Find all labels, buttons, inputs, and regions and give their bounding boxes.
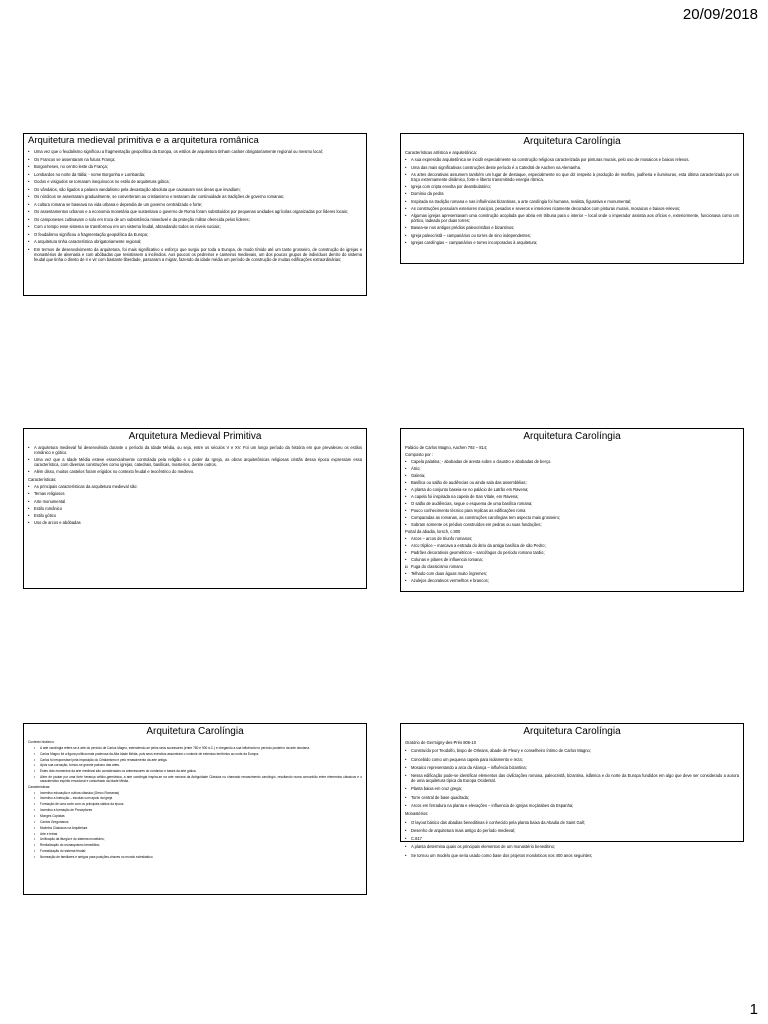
list-item: • O feudalismo significou a fragmentação geopolítica da Europa; [28,233,362,238]
list-item: • Uso de arcos e abóbadas [28,521,362,526]
list-item: • Concebido como um pequena capela para isolamento e reza; [405,758,739,763]
list-intro: Características artística e arquitetônica: [405,150,477,155]
list-item: • Torre central de base quadrada; [405,796,739,801]
list-item: • As construções possuíam exteriores maciços, pesados e severos e interiores ricamente decorados com pinturas murais, mosaicos e baixos-relevos; [405,207,739,212]
list-item: • Borgonheses, no centro leste da França; [28,165,362,170]
list-item: • Se tornou um modelo que seria usado como base dos projetos monásticos nos 400 anos seguintes; [405,854,739,859]
slide-carolingia-oratorio [400,723,744,858]
list-item: • Telhado com duas águas muito íngremes; [405,572,739,577]
list-item: • Igreja paleocristã – campanários ou torres de sino independentes; [405,234,739,239]
list-item: • Os nórdicos se assentaram gradualmente, se converteram ao cristianismo e tentaram dar continuidade as tradições de governo romanas; [28,195,362,200]
list-item: • Os assentamentos urbanos e a economia monetária que sustentava o governo de Roma foram substituídos por pequenas unidades agrícolas organizadas por líderes locais; [28,210,362,215]
slide-carolingia-contexto [23,723,367,895]
list-item: • A arquitetura medieval foi desenvolvida durante o período da Idade Média, ou seja, entre os séculos V e XV. Foi um longo período da história em que prevaleceu os estilos românico e gótico. [28,446,362,456]
list-item: • Monges Copistas [28,815,362,819]
slide-title: Arquitetura Carolíngia [523,726,621,737]
list-intro: Palácio de Carlos Magno, Aachen 792 – 814; [405,445,488,450]
slide-carolingia-palacio [400,428,744,592]
list-subhead: Monastérios: [405,811,429,817]
list-item: • Azulejos decorativos vermelhos e brancos; [405,579,739,584]
list-item: • Nessa edificação pode-se identificar elementos das civilizações romana, paleocristã, bizantina, islâmica e do norte da Europa fundidos em algo que deve ser considerado a aurora de uma arquitetura típica da Europa Ocidental. [405,774,739,784]
slide-title: Arquitetura Carolíngia [523,431,621,442]
list-item: • Após sua coroação, tornou-se grande patrono das artes. [28,764,362,768]
list-item: • Construído por Teodolfo, bispo de Orleans, abade de Fleury e conselheiro íntimo de Carlos Magno; [405,749,739,754]
list-item: • Em termos de desenvolvimento da arquitetura, foi mais significativo o esforço que surgiu por toda a Europa, de modo tímido até um tanto grosseiro, de construção de igrejas e monastérios de alvenaria e com abóbadas que resistissem a incêndios. Aos poucos os pedreiros e canteiros medievais, um dos poucos grupos de indivíduos dentro do sistema feudal que tinha o direito de ir e vir com bastante liberdade, passaram a migrar, fazendo da idade média um período de construção de muitas edificações extraordinárias; [28,248,362,263]
list-intro: Composto por : [405,452,433,457]
bullet-list [405,446,739,584]
bullet-list [405,151,739,246]
list-item: • Basílica ou salão de audiências ou ainda sala das assembléias; [405,481,739,486]
list-item: • Uma das mais significativas construções deste período é a Catedral de Aachen na Alemanha. [405,166,739,171]
list-item: • Incentivo educação e cultura clássica (Greco-Romanas) [28,792,362,796]
list-item: • Capela palatina; - abobadas de aresta sobre o claustro e abobadas de berço. [405,460,739,465]
slide-medieval-primitiva [23,428,367,589]
list-item: • As artes decorativas assumem também um lugar de destaque, especialmente no que diz respeito à produção de marfins, joalheria e iluminuras, esta última caracterizada por um traço extremamente dinâmico, forte e liberto transmitindo energia rítmica. [405,173,739,183]
list-item: • Domínio da pedra [405,192,739,197]
list-item: • Colunas e pilares de influencia romana; [405,558,739,563]
list-item: • Galeria; [405,474,739,479]
list-item: • Sobram somente os prédios construídos em pedras ou suas fundações; [405,523,739,528]
list-item: • Mosaico representando a arca da Aliança – influência bizantina; [405,766,739,771]
list-item: • Arcos – arcos de triunfo romanos; [405,537,739,542]
list-item: • Uma vez que a Idade Média esteve essencialmente controlada pela religião e o poder da Igreja, as obras arquitetônicas religiosas cristãs dessa época expressam essa característica, com diversas construções como igrejas, catedrais, basílicas, mosteiros, dentre outros. [28,458,362,468]
list-intro: Contexto histórico: [28,740,55,744]
print-date: 20/09/2018 [682,6,758,23]
list-item: • Incentivo a formação de Preceptores [28,809,362,813]
list-item: • A planta do conjunto baseia-se no palácio de Latrão em Ravena; [405,488,739,493]
list-item: • Inspirada na tradição romana e nas influências bizantinas, a arte carolíngia foi humana, realista, figurativa e monumental; [405,200,739,205]
list-item: • Os Francos se assentaram na futura França; [28,158,362,163]
list-item: • Lombardos no norte da Itália; - nome Borgonha e Lombardia; [28,173,362,178]
list-item: • Átrio; [405,467,739,472]
list-item: • Arte monumental [28,500,362,505]
list-subhead: Características: [28,784,51,789]
list-item: • Estilo românico [28,507,362,512]
list-item: • O salão de audiências, segue o esquema de uma basílica romana; [405,502,739,507]
slide-title: Arquitetura medieval primitiva e a arquitetura românica [28,135,259,146]
list-item: • A planta determina quais os principais elementos de um monastério beneditino; [405,845,739,850]
list-item: • Arco tríplice – marcava a entrada do átrio da antiga basílica de são Pedro; [405,544,739,549]
list-item: • Carlos foi responsável pela imposição do Cristianismo e pelo renascimento da arte antiga. [28,759,362,763]
list-item: • Godos e visigodos se tornaram inequívocos no estilo de arquitetura gótica; [28,180,362,185]
list-item: • Uma vez que o feudalismo significou a fragmentação geopolítica da Europa, os estilos de arquitetura tinham caráter obrigatoriamente regional ou mesmo local; [28,150,362,155]
list-item: • O layout básico das abadias beneditinas é conhecido pela planta baixa da Abadia de Saint Gall; [405,821,739,826]
list-item: • Os camponeses cultivavam o solo em troca de um subsistência miserável e da proteção militar oferecida pelos líderes; [28,218,362,223]
list-item: • Algumas igrejas apresentavam uma construção acoplada que abria em tribuna para o interior – local onde o imperador assistia aos ofícios e, exteriormente, funcionava como um pórtico, ladeado por duas torres; [405,214,739,224]
slide-medieval-primitiva-romanica [23,133,367,296]
slide-title: Arquitetura Medieval Primitiva [128,431,262,442]
list-item: • Além de pautar por uma forte herança céltico-germânica, a arte carolíngia inspira-se na arte romana da Antiguidade Clássica no chamado renascimento carolíngio, resultando numa comunhão entre elementos clássicos e o característico espírito emocional e conturbado da Idade Média. [28,776,362,784]
list-item: • A sua expressão arquitetônica se incidir especialmente na construção religiosa caracterizada por pinturas murais, pelo uso de mosaicos e baixos relevos. [405,158,739,163]
list-item: • As principais características da arquitetura medieval são: [28,485,362,490]
list-item: • Igreja com cripta envolta por deambulatório; [405,185,739,190]
list-item: • Padrões decorativos geométricos – sarcófagos do período romano tardio; [405,551,739,556]
list-item: • Comparadas as romanas, as construções carolíngias tem aspecto mais grosseiro; [405,516,739,521]
list-item: • A arte carolíngia refere-se à arte do período de Carlos Magno, estendendo-se pelos seus sucessores (entre 780 e 900 d.C.) e chegando a sua influência no período posterior da arte otoniana. [28,747,362,751]
list-item: • Igrejas carolíngias – campanários e torres incorporados à arquitetura; [405,241,739,246]
slide-title: Arquitetura Carolíngia [523,136,621,147]
list-item: • Arte e letras [28,833,362,837]
list-item: • Formação de uma corte com os principais sábios da época [28,803,362,807]
list-item: • Temas religiosos [28,492,362,497]
bullet-list [28,150,362,262]
bullet-list [28,741,362,860]
list-item: • C.817 [405,837,739,842]
list-item: • A cultura romana se baseava na vida urbana e dependia de um governo centralizado e forte; [28,203,362,208]
list-item: • Unificação da liturgia e do sistema monetário; [28,838,362,842]
slide-title: Arquitetura Carolíngia [146,726,244,737]
list-item: • Desenho de arquitetura mais antigo do período medieval; [405,829,739,834]
list-intro: Oratório de Germigny-des-Prés 806-10 [405,740,476,745]
list-item: • Planta baixa em cruz grega; [405,787,739,792]
list-item: • A arquitetura tinha característica obrigatoriamente regional; [28,240,362,245]
list-item: • Modelos Clássicos na Arquitetura [28,827,362,831]
bullet-list [28,446,362,526]
list-subhead: Portal da abadia, lorsch, c.800 [405,529,461,534]
list-item: • Os vândalos, são ligados a palavra vandalismo pela devastação absoluta que causavam nas áreas que invadiam; [28,188,362,193]
list-subhead: Características: [28,476,57,482]
list-item: • Incentivo a instrução – escolas com apoio da igreja [28,797,362,801]
list-item: • Pouco conhecimento técnico para replicas as edificações roma [405,509,739,514]
list-item: • Formalização do sistema feudal; [28,850,362,854]
list-item: ◘ Fuga do classicismo romano [405,565,739,570]
bullet-list [405,741,739,859]
list-item: • Basea-se nos antigos prédios paleocristãos e bizantinos; [405,226,739,231]
slide-carolingia-caracteristicas [400,133,744,264]
list-item: • Estes dois momentos da arte medieval são considerados os antecessores do românico e bases da arte gótica. [28,770,362,774]
list-item: • Com o tempo esse sistema se transformou em um sistema feudal, abrandando todos os níveis sociais; [28,225,362,230]
list-item: • Revitalização do monarquismo beneditino; [28,844,362,848]
list-item: • Carlos Magno foi a figura política mais poderosa da Alta Idade Média, pois seus exércitos assumiram o controle de extensos territórios ao norte da Europa. [28,753,362,757]
list-item: • Nomeação de familiares e amigos para posições-chaves no mundo eclesiástico. [28,856,362,860]
list-item: • Arcos em ferradura na planta e elevações – influencia de igrejas moçárabes da Espanha; [405,804,739,809]
list-item: • Além disso, muitos castelos foram erigidos no contexto feudal e teocêntrico do medievo. [28,470,362,475]
list-item: • Cantos Gregorianos [28,821,362,825]
list-item: • A capela foi inspirada na capela de San Vitale, em Ravena; [405,495,739,500]
page-number: 1 [749,1001,758,1018]
list-item: • Estilo gótico [28,514,362,519]
